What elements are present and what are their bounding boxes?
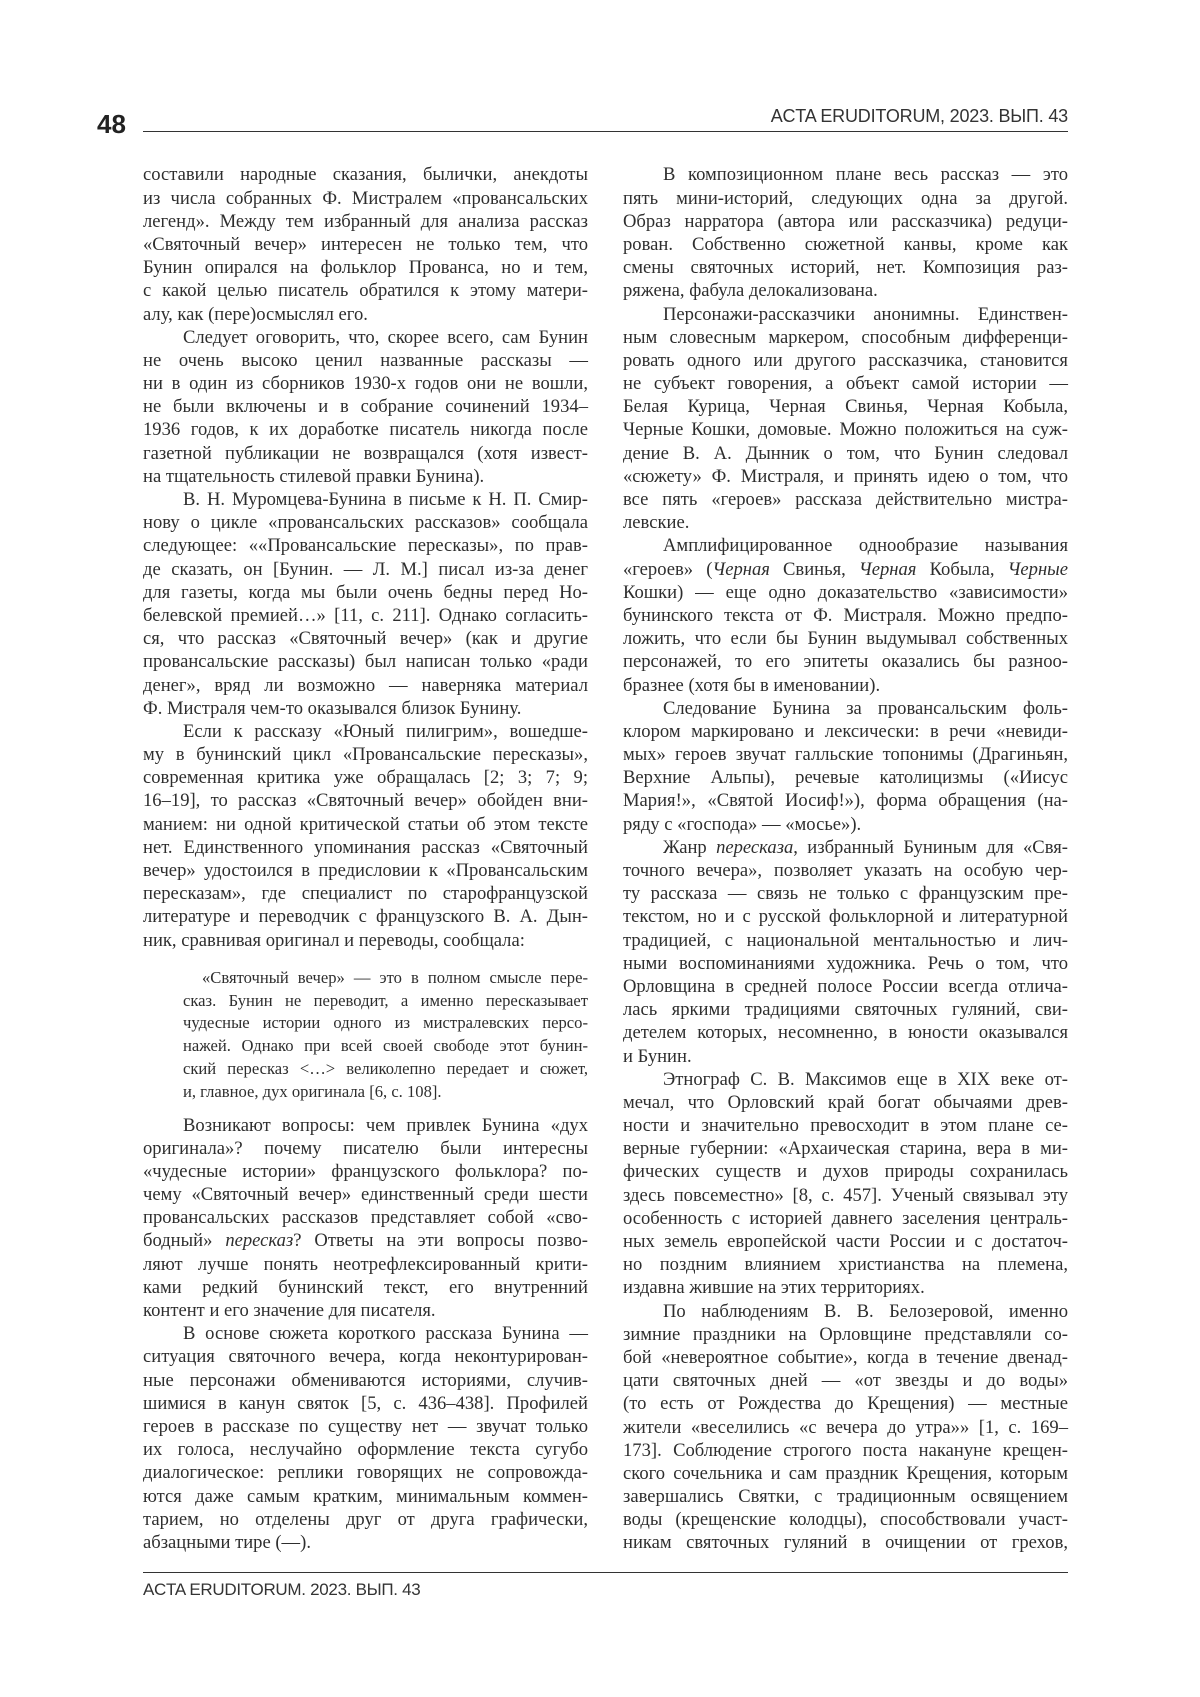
- text-line: му в бунинский цикл «Провансальские пересказы»,: [143, 743, 588, 766]
- text-line: пересказам», где специалист по старофранцузской: [143, 882, 588, 905]
- text-line: «чудесные истории» французского фольклора? по-: [143, 1160, 588, 1183]
- text-line: «сюжету» Ф. Мистраля, и принять идею о том, что: [623, 465, 1068, 488]
- text-line: не были включены и в собрание сочинений 1934–: [143, 395, 588, 418]
- paragraph: [623, 534, 1068, 696]
- text-line: издавна жившие на этих территориях.: [623, 1276, 1068, 1299]
- text-line: ского сочельника и сам праздник Крещения, которым: [623, 1462, 1068, 1485]
- text-line: Мария!», «Святой Иосиф!»), форма обращения (на-: [623, 789, 1068, 812]
- paragraph: [623, 1300, 1068, 1555]
- text-line: бой «невероятное событие», когда в течение двенад-: [623, 1346, 1068, 1369]
- text-line: зимние праздники на Орловщине представляли со-: [623, 1323, 1068, 1346]
- text-line: дение В. А. Дынник о том, что Бунин следовал: [623, 442, 1068, 465]
- text-line: не очень высоко ценил названные рассказы —: [143, 349, 588, 372]
- text-line: литературе и переводчик с французского В. А. Дын-: [143, 905, 588, 928]
- text-line: В композиционном плане весь рассказ — это: [623, 163, 1068, 186]
- text-line: жители «веселились «с вечера до утра»» [1, с. 169–: [623, 1416, 1068, 1439]
- text-line: [143, 1229, 588, 1252]
- block-quote: [183, 967, 588, 1104]
- text-line: нажей. Однако при всей своей свободе этот бунин-: [183, 1035, 588, 1058]
- text-line: ками редкий бунинский текст, его внутренний: [143, 1276, 588, 1299]
- text-line: завершались Святки, с традиционным освящением: [623, 1485, 1068, 1508]
- text-line: из числа собранных Ф. Мистралем «провансальских: [143, 187, 588, 210]
- paragraph: [623, 163, 1068, 302]
- text-segment: , избранный Буниным для «Свя-: [793, 837, 1068, 858]
- text-line: Белая Курица, Черная Свинья, Черная Кобыла,: [623, 395, 1068, 418]
- text-line: но поздним влиянием христианства на племена,: [623, 1253, 1068, 1276]
- text-line: Если к рассказу «Юный пилигрим», вошедше-: [143, 720, 588, 743]
- text-line: рован. Собственно сюжетной канвы, кроме как: [623, 233, 1068, 256]
- italic-term: пересказа: [716, 837, 793, 858]
- text-line: Образ нарратора (автора или рассказчика) редуци-: [623, 210, 1068, 233]
- text-line: лась яркими традициями святочных гуляний, сви-: [623, 998, 1068, 1021]
- text-line: пять мини-историй, следующих одна за другой.: [623, 187, 1068, 210]
- text-line: текстом, но и с русской фольклорной и литературной: [623, 905, 1068, 928]
- text-line: традицией, с национальной ментальностью и лич-: [623, 929, 1068, 952]
- text-line: и, главное, дух оригинала [6, с. 108].: [183, 1081, 588, 1104]
- text-line: денег», вряд ли возможно — наверняка материал: [143, 674, 588, 697]
- text-line: ных земель европейской части России и с достаточ-: [623, 1230, 1068, 1253]
- paragraph: [623, 836, 1068, 1068]
- text-line: легенд». Между тем избранный для анализа рассказ: [143, 210, 588, 233]
- text-line: бразнее (хотя бы в именовании).: [623, 674, 1068, 697]
- text-line: тарием, но отделены друг от друга графически,: [143, 1508, 588, 1531]
- text-line: [623, 836, 1068, 859]
- text-line: персонажей, то его эпитеты оказались бы разноо-: [623, 650, 1068, 673]
- text-line: 173]. Соблюдение строгого поста накануне крещен-: [623, 1439, 1068, 1462]
- footer-rule: [143, 1572, 1068, 1573]
- paragraph: [143, 163, 588, 325]
- text-line: детелем которых, несомненно, в юности оказывался: [623, 1021, 1068, 1044]
- text-line: ности и значительно превосходит в этом плане се-: [623, 1114, 1068, 1137]
- text-line: ни в один из сборников 1930-х годов они не вошли,: [143, 372, 588, 395]
- text-line: их голоса, неслучайно оформление текста сугубо: [143, 1438, 588, 1461]
- text-segment: Свинья,: [770, 559, 859, 580]
- text-line: вечер» удостоился в предисловии к «Провансальским: [143, 859, 588, 882]
- text-line: сказ. Бунин не переводит, а именно пересказывает: [183, 990, 588, 1013]
- text-line: По наблюдениям В. В. Белозеровой, именно: [623, 1300, 1068, 1323]
- text-line: мечал, что Орловский край богат обычаями древ-: [623, 1091, 1068, 1114]
- text-line: 16–19], то рассказ «Святочный вечер» обойден вни-: [143, 789, 588, 812]
- italic-term: Черные: [1008, 559, 1068, 580]
- text-line: воды (крещенские колодцы), способствовали участ-: [623, 1508, 1068, 1531]
- text-segment: бодный»: [143, 1230, 225, 1251]
- text-line: ряжена, фабула делокализована.: [623, 279, 1068, 302]
- text-line: Следует оговорить, что, скорее всего, сам Бунин: [143, 326, 588, 349]
- text-line: здесь повсеместно» [8, с. 457]. Ученый связывал эту: [623, 1184, 1068, 1207]
- text-line: чудесные истории одного из мистралевских персо-: [183, 1012, 588, 1035]
- text-line: манием: ни одной критической статьи об этом тексте: [143, 813, 588, 836]
- paragraph: [623, 697, 1068, 836]
- text-line: точного вечера», позволяет указать на особую чер-: [623, 859, 1068, 882]
- text-line: бунинского текста от Ф. Мистраля. Можно предпо-: [623, 604, 1068, 627]
- text-line: ложить, что если бы Бунин выдумывал собственных: [623, 627, 1068, 650]
- text-line: [623, 558, 1068, 581]
- text-line: ным словесным маркером, способным дифференци-: [623, 326, 1068, 349]
- text-line: белевской премией…» [11, с. 211]. Однако согласить-: [143, 604, 588, 627]
- text-line: газетной публикации не возвращался (хотя извест-: [143, 442, 588, 465]
- text-line: Черные Кошки, домовые. Можно положиться на суж-: [623, 418, 1068, 441]
- text-line: ся, что рассказ «Святочный вечер» (как и другие: [143, 627, 588, 650]
- text-line: ются даже самым кратким, минимальным коммен-: [143, 1485, 588, 1508]
- text-line: верные губернии: «Архаическая старина, вера в ми-: [623, 1137, 1068, 1160]
- italic-term: пересказ: [225, 1230, 293, 1251]
- text-line: ский пересказ <…> великолепно передает и сюжет,: [183, 1058, 588, 1081]
- paragraph: [623, 1068, 1068, 1300]
- text-line: де сказать, он [Бунин. — Л. М.] писал из-за денег: [143, 558, 588, 581]
- text-line: В основе сюжета короткого рассказа Бунина —: [143, 1322, 588, 1345]
- paragraph: [143, 720, 588, 952]
- left-column: [143, 163, 588, 1554]
- text-line: цати святочных дней — «от звезды и до воды»: [623, 1369, 1068, 1392]
- text-line: провансальских рассказов представляет собой «сво-: [143, 1206, 588, 1229]
- text-line: фических существ и духов природы сохранилась: [623, 1160, 1068, 1183]
- text-segment: «героев» (: [623, 559, 712, 580]
- text-line: Верхние Альпы), речевые католицизмы («Иисус: [623, 766, 1068, 789]
- text-line: «Святочный вечер» — это в полном смысле пере-: [183, 967, 588, 990]
- text-line: диалогическое: реплики говорящих не сопровожда-: [143, 1461, 588, 1484]
- text-line: провансальские рассказы) был написан только «ради: [143, 650, 588, 673]
- text-segment: Жанр: [663, 837, 716, 858]
- text-line: особенность с историей давнего заселения централь-: [623, 1207, 1068, 1230]
- text-line: шимися в канун святок [5, с. 436–438]. Профилей: [143, 1392, 588, 1415]
- text-line: ник, сравнивая оригинал и переводы, сообщала:: [143, 929, 588, 952]
- text-line: В. Н. Муромцева-Бунина в письме к Н. П. Смир-: [143, 488, 588, 511]
- text-line: «Святочный вечер» интересен не только тем, что: [143, 233, 588, 256]
- text-line: ными воспоминаниями художника. Речь о том, что: [623, 952, 1068, 975]
- text-line: чему «Святочный вечер» единственный среди шести: [143, 1183, 588, 1206]
- text-line: смены святочных историй, нет. Композиция раз-: [623, 256, 1068, 279]
- text-line: Возникают вопросы: чем привлек Бунина «дух: [143, 1114, 588, 1137]
- text-line: ряду с «господа» — «мосье»).: [623, 813, 1068, 836]
- text-line: составили народные сказания, былички, анекдоты: [143, 163, 588, 186]
- text-line: и Бунин.: [623, 1045, 1068, 1068]
- text-line: ровать одного или другого рассказчика, становится: [623, 349, 1068, 372]
- text-line: нову о цикле «провансальских рассказов» сообщала: [143, 511, 588, 534]
- text-line: современная критика уже обращалась [2; 3; 7; 9;: [143, 766, 588, 789]
- text-line: с какой целью писатель обратился к этому матери-: [143, 279, 588, 302]
- text-line: Орловщина в средней полосе России всегда отлича-: [623, 975, 1068, 998]
- text-line: Этнограф С. В. Максимов еще в XIX веке от-: [623, 1068, 1068, 1091]
- text-line: Ф. Мистраля чем-то оказывался близок Бунину.: [143, 697, 588, 720]
- paragraph: [143, 488, 588, 720]
- text-line: ту рассказа — связь не только с французским пре-: [623, 882, 1068, 905]
- text-line: нет. Единственного упоминания рассказ «Святочный: [143, 836, 588, 859]
- text-line: Кошки) — еще одно доказательство «зависимости»: [623, 581, 1068, 604]
- text-line: клором маркировано и лексически: в речи «невиди-: [623, 720, 1068, 743]
- text-line: алу, как (пере)осмыслял его.: [143, 303, 588, 326]
- text-line: левские.: [623, 511, 1068, 534]
- text-line: для газеты, когда мы были очень бедны перед Но-: [143, 581, 588, 604]
- text-line: не субъект говорения, а объект самой истории —: [623, 372, 1068, 395]
- text-line: Следование Бунина за провансальским фоль-: [623, 697, 1068, 720]
- italic-term: Черная: [859, 559, 917, 580]
- text-line: на тщательность стилевой правки Бунина).: [143, 465, 588, 488]
- running-header: ACTA ERUDITORUM, 2023. ВЫП. 43: [771, 104, 1068, 128]
- text-line: героев в рассказе по существу нет — звучат только: [143, 1415, 588, 1438]
- paragraph: [623, 303, 1068, 535]
- text-line: все пять «героев» рассказа действительно мистра-: [623, 488, 1068, 511]
- running-footer: ACTA ERUDITORUM. 2023. ВЫП. 43: [143, 1579, 420, 1601]
- text-segment: ? Ответы на эти вопросы позво-: [293, 1230, 588, 1251]
- text-line: ситуация святочного вечера, когда неконтурирован-: [143, 1345, 588, 1368]
- paragraph: [143, 1114, 588, 1323]
- text-line: ные персонажи обмениваются историями, случив-: [143, 1369, 588, 1392]
- paragraph: [143, 326, 588, 488]
- header-rule: [143, 131, 1068, 132]
- text-line: ляют лучше понять неотрефлексированный крити-: [143, 1253, 588, 1276]
- text-line: следующее: ««Провансальские пересказы», по прав-: [143, 534, 588, 557]
- text-line: Амплифицированное однообразие называния: [623, 534, 1068, 557]
- text-line: Бунин опирался на фольклор Прованса, но и тем,: [143, 256, 588, 279]
- text-line: никам святочных гуляний в очищении от грехов,: [623, 1531, 1068, 1554]
- right-column: [623, 163, 1068, 1554]
- text-line: (то есть от Рождества до Крещения) — местные: [623, 1392, 1068, 1415]
- text-line: Персонажи-рассказчики анонимны. Единствен-: [623, 303, 1068, 326]
- text-segment: Кобыла,: [916, 559, 1007, 580]
- text-line: абзацными тире (—).: [143, 1531, 588, 1554]
- text-line: мых» героев звучат галльские топонимы (Драгиньян,: [623, 743, 1068, 766]
- page-number: 48: [97, 108, 126, 140]
- italic-term: Черная: [712, 559, 770, 580]
- text-line: 1936 годов, к их доработке писатель никогда после: [143, 418, 588, 441]
- text-line: контент и его значение для писателя.: [143, 1299, 588, 1322]
- text-line: оригинала»? почему писателю были интересны: [143, 1137, 588, 1160]
- paragraph: [143, 1322, 588, 1554]
